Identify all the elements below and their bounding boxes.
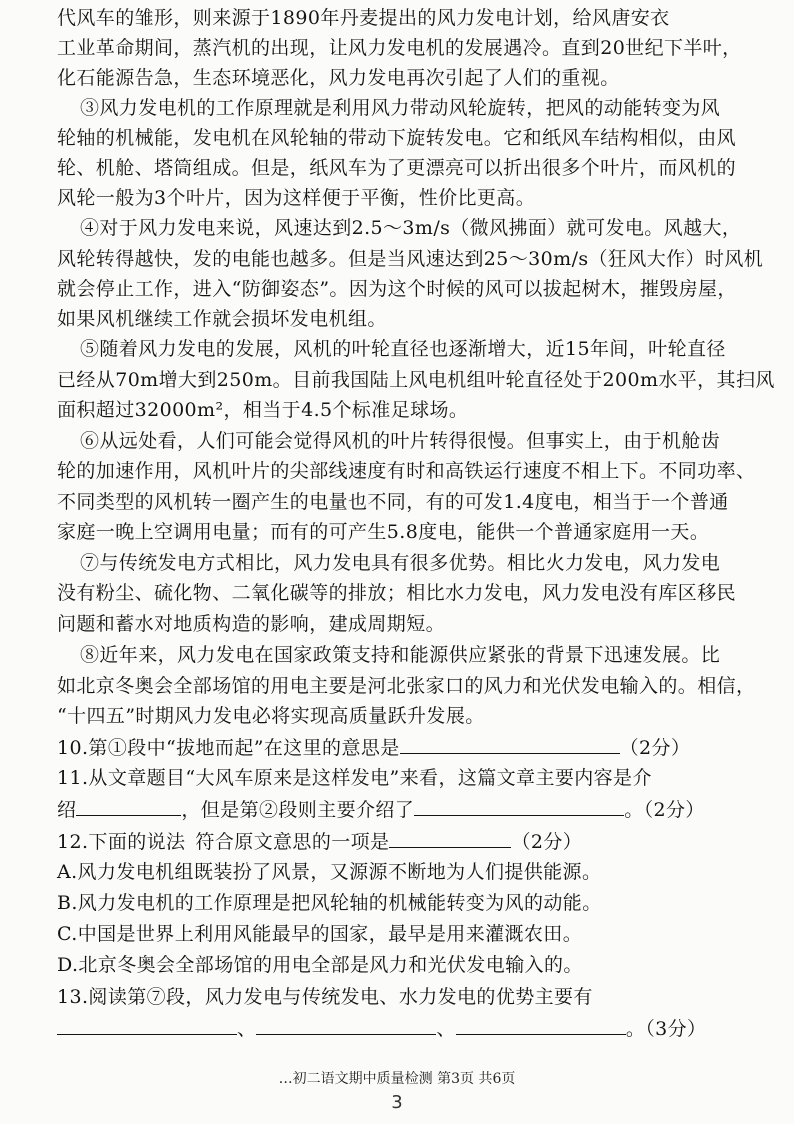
paragraph-5-line-3: 面积超过32000m²，相当于4.5个标准足球场。	[57, 399, 469, 421]
paragraph-3-line-4: 风轮一般为3个叶片，因为这样便于平衡，性价比更高。	[57, 187, 536, 209]
question-11-line-1: 11.从文章题目“大风车原来是这样发电”来看，这篇文章主要内容是介	[57, 767, 652, 789]
question-13-line-1: 13.阅读第⑦段，风力发电与传统发电、水力发电的优势主要有	[57, 986, 593, 1008]
paragraph-7-line-2: 没有粉尘、硫化物、二氧化碳等的排放；相比水力发电，风力发电没有库区移民	[57, 582, 737, 604]
paragraph-4-line-2: 风轮转得越快，发的电能也越多。但是当风速达到25～30m/s（狂风大作）时风机	[57, 248, 764, 270]
paragraph-7-line-3: 问题和蓄水对地质构造的影响，建成周期短。	[57, 613, 446, 635]
paragraph-4-line-3: 就会停止工作，进入“防御姿态”。因为这个时候的风可以拔起树木，摧毁房屋，	[57, 278, 737, 300]
paragraph-5-line-1: ⑤随着风力发电的发展，风机的叶轮直径也逐渐增大，近15年间，叶轮直径	[80, 338, 726, 360]
paragraph-6-line-3: 不同类型的风机转一圈产生的电量也不同，有的可发1.4度电，相当于一个普通	[57, 491, 729, 513]
answer-blank-q11-a[interactable]	[76, 795, 181, 816]
answer-blank-q13-c[interactable]	[456, 1014, 626, 1035]
question-12-option-c: C.中国是世界上利用风能最早的国家，最早是用来灌溉农田。	[57, 923, 583, 945]
page-number: 3	[391, 1092, 403, 1113]
paragraph-8-line-1: ⑧近年来，风力发电在国家政策支持和能源供应紧张的背景下迅速发展。比	[80, 644, 721, 666]
paragraph-2-line-3: 化石能源告急，生态环境恶化，风力发电再次引起了人们的重视。	[57, 67, 620, 89]
question-11-score: 。（2分）	[624, 799, 705, 821]
paragraph-6-line-1: ⑥从远处看，人们可能会觉得风机的叶片转得很慢。但事实上，由于机舱齿	[80, 430, 721, 452]
paragraph-5-line-2: 已经从70m增大到250m。目前我国陆上风电机组叶轮直径处于200m水平，其扫风	[57, 369, 775, 391]
question-13-score: 。（3分）	[625, 1018, 707, 1040]
question-11-text-a: 绍	[57, 799, 77, 821]
question-12-score: （2分）	[511, 831, 583, 853]
paragraph-8-line-2: 如北京冬奥会全部场馆的用电主要是河北张家口的风力和光伏发电输入的。相信，	[57, 675, 756, 697]
question-12	[57, 827, 582, 856]
paragraph-6-line-2: 轮的加速作用，风机叶片的尖部线速度有时和高铁运行速度不相上下。不同功率、	[57, 460, 756, 482]
paragraph-2-line-2: 工业革命期间，蒸汽机的出现，让风力发电机的发展遇冷。直到20世纪下半叶，	[57, 37, 742, 59]
paragraph-3-line-3: 轮、机舱、塔筒组成。但是，纸风车为了更漂亮可以折出很多个叶片，而风机的	[57, 157, 737, 179]
paragraph-7-line-1: ⑦与传统发电方式相比，风力发电具有很多优势。相比火力发电，风力发电	[80, 552, 721, 574]
question-13-line-2	[57, 1014, 706, 1043]
question-10-text: 10.第①段中“拔地而起”在这里的意思是	[57, 737, 400, 759]
paragraph-8-line-3: “十四五”时期风力发电必将实现高质量跃升发展。	[57, 705, 485, 727]
question-12-option-d: D.北京冬奥会全部场馆的用电全部是风力和光伏发电输入的。	[57, 954, 583, 976]
question-12-option-a: A.风力发电机组既装扮了风景，又源源不断地为人们提供能源。	[57, 861, 602, 883]
separator: 、	[237, 1018, 257, 1040]
answer-blank-q12[interactable]	[389, 827, 511, 848]
answer-blank-q13-a[interactable]	[57, 1014, 237, 1035]
paragraph-4-line-4: 如果风机继续工作就会损坏发电机组。	[57, 308, 387, 330]
question-10	[57, 733, 690, 762]
answer-blank-q10[interactable]	[400, 733, 620, 754]
question-11-text-b: ，但是第②段则主要介绍了	[181, 799, 415, 821]
answer-blank-q11-b[interactable]	[414, 795, 624, 816]
paragraph-6-line-4: 家庭一晚上空调用电量；而有的可产生5.8度电，能供一个普通家庭用一天。	[57, 521, 710, 543]
question-12-option-b: B.风力发电机的工作原理是把风轮轴的机械能转变为风的动能。	[57, 892, 602, 914]
paragraph-4-line-1: ④对于风力发电来说，风速达到2.5～3m/s（微风拂面）就可发电。风越大，	[80, 217, 742, 239]
question-12-text-a: 12.下面的说法	[57, 831, 186, 853]
paragraph-2-line-1: 代风车的雏形，则来源于1890年丹麦提出的风力发电计划，给风唐安衣	[57, 7, 670, 29]
question-11-line-2	[57, 795, 705, 824]
question-10-score: （2分）	[619, 737, 691, 759]
question-12-text-b: 符合原文意思的一项是	[195, 831, 390, 853]
page-footer: …初二语文期中质量检测 第3页 共6页	[278, 1071, 516, 1087]
paragraph-3-line-1: ③风力发电机的工作原理就是利用风力带动风轮旋转，把风的动能转变为风	[80, 97, 721, 119]
separator: 、	[436, 1018, 456, 1040]
answer-blank-q13-b[interactable]	[256, 1014, 436, 1035]
paragraph-3-line-2: 轮轴的机械能，发电机在风轮轴的带动下旋转发电。它和纸风车结构相似，由风	[57, 127, 737, 149]
